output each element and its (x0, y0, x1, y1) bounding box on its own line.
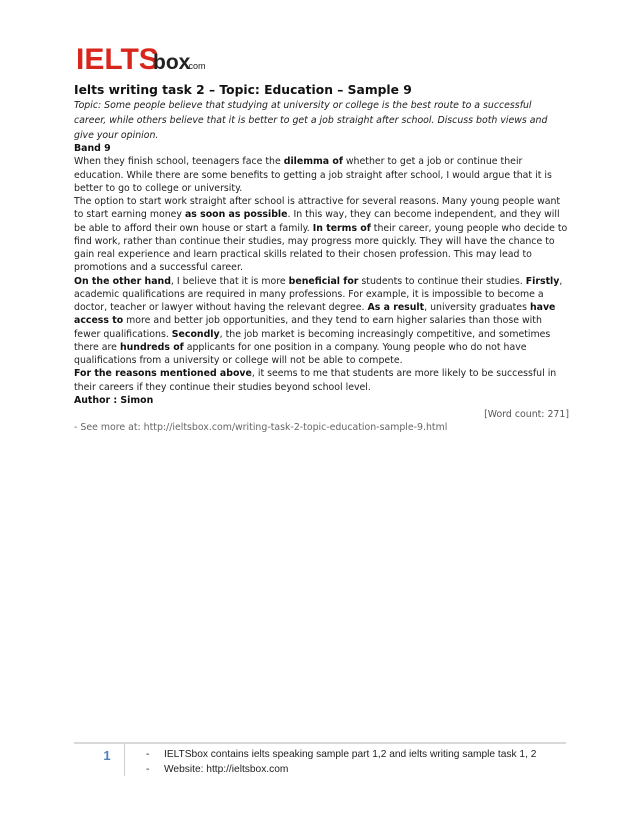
logo-main-text: IELTS (76, 43, 159, 76)
website-link[interactable]: Website: http://ieltsbox.com (164, 764, 289, 775)
key-phrase: beneficial for (288, 275, 359, 287)
key-phrase: Secondly (171, 328, 220, 340)
key-phrase: On the other hand (74, 275, 171, 287)
footer-notes (146, 747, 566, 777)
band-heading: Band 9 (74, 143, 111, 154)
word-count: [Word count: 271] (484, 409, 569, 420)
paragraph-work: The option to start work straight after school is attractive for several reasons. Many young people want to start earning money as soon as possible. In this way, they can become independent, and they will be able to afford their own house or start a family. In terms of their career, young people who decide to find work, rather than continue their studies, may progress more quickly. They will have the chance to gain real experience and learn practical skills related to their chosen profession. This may lead to promotions and a successful career. (74, 196, 568, 274)
key-phrase: For the reasons mentioned above (74, 368, 252, 380)
see-more-link[interactable]: - See more at: http://ieltsbox.com/writing-task-2-topic-education-sample-9.html (74, 422, 448, 434)
key-phrase: As a result (367, 302, 425, 313)
footer-separator (124, 744, 125, 776)
paragraph-conclusion: For the reasons mentioned above, it seems to me that students are more likely to be successful in their careers if they continue their studies beyond school level. (74, 368, 557, 393)
logo-suffix-text: .com (186, 61, 206, 71)
key-phrase: have access to (74, 302, 556, 327)
essay-body (74, 142, 569, 435)
key-phrase: hundreds of (119, 341, 184, 353)
key-phrase: In terms of (312, 222, 371, 234)
author-line: Author : Simon (74, 394, 154, 406)
topic-statement: Topic: Some people believe that studying at university or college is the best route to a successful career, while others believe that it is better to get a job straight after school. Discuss both views and give your opinion. (74, 100, 548, 141)
footer-line-1: - IELTSbox contains ielts speaking sample part 1,2 and ielts writing sample task 1, 2 (146, 749, 537, 760)
logo-box-text: box (153, 51, 191, 74)
key-phrase: as soon as possible (184, 209, 288, 221)
key-phrase: dilemma of (283, 156, 343, 168)
paragraph-study: On the other hand, I believe that it is more beneficial for students to continue their studies. Firstly, academic qualifications are required in many professions. For example, it is impossible to become a doctor, teacher or lawyer without having the relevant degree. As a result, university graduates have access to more and better job opportunities, and they tend to earn higher salaries than those with fewer qualifications. Secondly, the job market is becoming increasingly competitive, and sometimes there are hundreds of applicants for one position in a company. Young people who do not have qualifications from a university or college will not be able to compete. (74, 275, 563, 366)
paragraph-intro: When they finish school, teenagers face the dilemma of whether to get a job or continue their education. While there are some benefits to getting a job straight after school, I would argue that it is better to go to college or university. (74, 156, 552, 194)
footer-divider (74, 742, 566, 744)
footer-line-2: - Website: http://ieltsbox.com (146, 764, 289, 775)
page-number: 1 (103, 748, 111, 763)
ieltsbox-logo (74, 38, 207, 78)
key-phrase: Firstly (525, 275, 560, 287)
document-title: Ielts writing task 2 – Topic: Education – Sample 9 (74, 83, 412, 97)
